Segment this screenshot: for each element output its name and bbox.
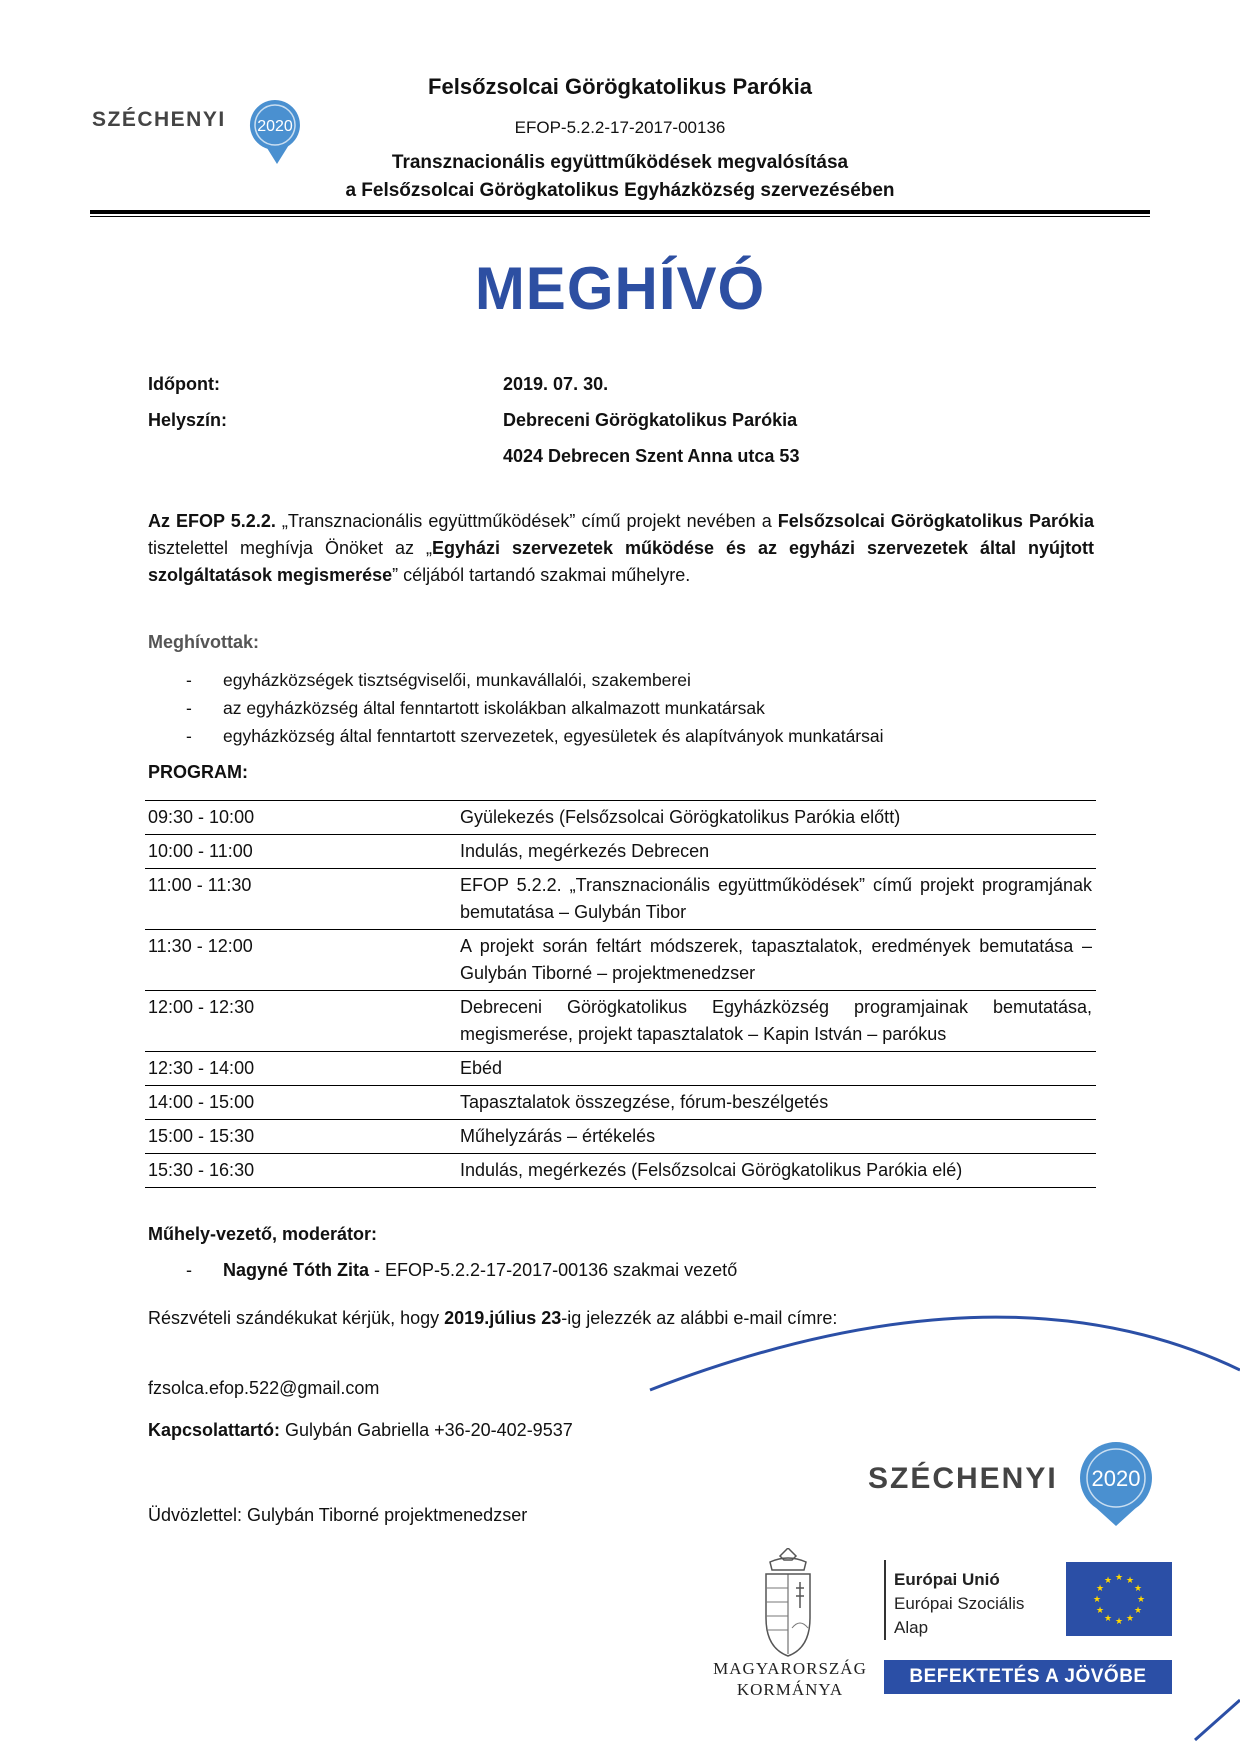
invitee-text: egyházközségek tisztségviselői, munkavállalói, szakemberei [223, 670, 691, 690]
program-time: 10:00 - 11:00 [145, 835, 457, 869]
program-time: 09:30 - 10:00 [145, 801, 457, 835]
eu-flag-icon [1066, 1562, 1172, 1636]
eu-line1: Európai Unió [894, 1570, 1000, 1589]
program-desc: Gyülekezés (Felsőzsolcai Görögkatolikus Parókia előtt) [457, 801, 1096, 835]
table-row [145, 835, 1096, 869]
table-row [145, 801, 1096, 835]
szechenyi-2020-logo-large [868, 1426, 1158, 1526]
program-time: 15:30 - 16:30 [145, 1154, 457, 1188]
eu-logo-text [894, 1568, 1024, 1640]
invitee-text: egyházközség által fenntartott szervezetek, egyesületek és alapítványok munkatársai [223, 726, 884, 746]
rsvp-part1: Részvételi szándékukat kérjük, hogy [148, 1308, 445, 1328]
program-desc: Műhelyzárás – értékelés [457, 1120, 1096, 1154]
date-value: 2019. 07. 30. [503, 374, 609, 394]
intro-paragraph [148, 508, 1094, 589]
table-row [145, 1154, 1096, 1188]
logo-year: 2020 [257, 118, 293, 135]
intro-part2: „Transznacionális együttműködések” című projekt nevében a [275, 511, 778, 531]
intro-part4: tisztelettel meghívja Önöket az „ [148, 538, 432, 558]
government-logo-text [700, 1658, 880, 1700]
gov-line1: MAGYARORSZÁG [713, 1659, 867, 1678]
logo-text: SZÉCHENYI [868, 1462, 1058, 1495]
svg-text:★: ★ [1095, 1584, 1105, 1594]
table-row [145, 1052, 1096, 1086]
header-divider-thin [90, 216, 1150, 217]
program-time: 12:00 - 12:30 [145, 991, 457, 1052]
table-row [145, 991, 1096, 1052]
intro-part3: Felsőzsolcai Görögkatolikus Parókia [777, 511, 1095, 531]
eu-line2: Európai Szociális [894, 1594, 1025, 1613]
program-desc: Indulás, megérkezés Debrecen [457, 835, 1096, 869]
invitee-text: az egyházközség által fenntartott iskolákban alkalmazott munkatársak [223, 698, 765, 718]
svg-text:★: ★ [1125, 1614, 1135, 1624]
list-dash: - [186, 726, 192, 746]
table-row [145, 1086, 1096, 1120]
project-code: EFOP-5.2.2-17-2017-00136 [514, 118, 726, 137]
svg-text:★: ★ [1133, 1606, 1143, 1616]
program-desc: Indulás, megérkezés (Felsőzsolcai Görögkatolikus Parókia elé) [457, 1154, 1096, 1188]
invitees-heading: Meghívottak: [148, 632, 260, 652]
project-title-line2: a Felsőzsolcai Görögkatolikus Egyházközség szervezésében [345, 180, 895, 201]
rsvp-deadline: 2019.július 23 [444, 1308, 562, 1328]
table-row [145, 930, 1096, 991]
contact-value: Gulybán Gabriella +36-20-402-9537 [280, 1420, 573, 1440]
coat-of-arms-icon [758, 1548, 818, 1658]
program-desc: A projekt során feltárt módszerek, tapasztalatok, eredmények bemutatása – Gulybán Tiborné – projektmenedzser [457, 930, 1096, 991]
moderator-heading: Műhely-vezető, moderátor: [148, 1224, 378, 1244]
invitees-list [148, 666, 884, 750]
contact-email[interactable]: fzsolca.efop.522@gmail.com [148, 1378, 380, 1398]
svg-text:★: ★ [1133, 1584, 1143, 1594]
location-label: Helyszín: [148, 410, 228, 430]
list-item [148, 666, 884, 694]
svg-text:★: ★ [1103, 1576, 1113, 1586]
logo-year: 2020 [1091, 1466, 1141, 1491]
rsvp-text [148, 1305, 908, 1332]
logo-text: SZÉCHENYI [92, 108, 226, 131]
invest-slogan: BEFEKTETÉS A JÖVŐBE [884, 1660, 1172, 1694]
svg-text:★: ★ [1092, 1595, 1102, 1605]
program-table [145, 800, 1096, 1188]
contact-label: Kapcsolattartó: [148, 1420, 281, 1440]
program-time: 11:30 - 12:00 [145, 930, 457, 991]
rsvp-part2: -ig jelezzék az alábbi e-mail címre: [561, 1308, 838, 1328]
program-desc: EFOP 5.2.2. „Transznacionális együttműködések” című projekt programjának bemutatása – Gulybán Tibor [457, 869, 1096, 930]
project-title-line1: Transznacionális együttműködések megvalósítása [391, 152, 849, 173]
svg-text:★: ★ [1114, 1617, 1124, 1627]
svg-text:★: ★ [1125, 1576, 1135, 1586]
intro-part1: Az EFOP 5.2.2. [148, 511, 276, 531]
list-dash: - [186, 1260, 192, 1280]
location-line2: 4024 Debrecen Szent Anna utca 53 [503, 446, 800, 466]
eu-line3: Alap [894, 1618, 929, 1637]
moderator-name: Nagyné Tóth Zita [223, 1260, 370, 1280]
program-time: 12:30 - 14:00 [145, 1052, 457, 1086]
date-label: Időpont: [148, 374, 220, 394]
greeting: Üdvözlettel: Gulybán Tiborné projektmenedzser [148, 1505, 528, 1525]
svg-text:★: ★ [1136, 1595, 1146, 1605]
moderator-role: - EFOP-5.2.2-17-2017-00136 szakmai vezető [369, 1260, 738, 1280]
intro-part5: Egyházi szervezetek működése és az egyházi szervezetek által nyújtott szolgáltatások megismerése [148, 538, 1094, 585]
list-dash: - [186, 698, 192, 718]
list-item [148, 722, 884, 750]
map-pin-icon [1080, 1442, 1152, 1526]
table-row [145, 1120, 1096, 1154]
eu-divider [884, 1560, 886, 1640]
list-dash: - [186, 670, 192, 690]
svg-text:★: ★ [1095, 1606, 1105, 1616]
organization-name: Felsőzsolcai Görögkatolikus Parókia [428, 74, 812, 99]
location-line1: Debreceni Görögkatolikus Parókia [503, 410, 798, 430]
contact-person [148, 1420, 573, 1441]
list-item [148, 694, 884, 722]
svg-text:★: ★ [1103, 1614, 1113, 1624]
gov-line2: KORMÁNYA [736, 1680, 844, 1699]
program-time: 11:00 - 11:30 [145, 869, 457, 930]
table-row [145, 869, 1096, 930]
program-time: 15:00 - 15:30 [145, 1120, 457, 1154]
header-divider [90, 210, 1150, 214]
page-title: MEGHÍVÓ [474, 255, 766, 322]
svg-text:★: ★ [1114, 1573, 1124, 1583]
program-time: 14:00 - 15:00 [145, 1086, 457, 1120]
program-desc: Debreceni Görögkatolikus Egyházközség programjainak bemutatása, megismerése, projekt tapasztalatok – Kapin István – parókus [457, 991, 1096, 1052]
intro-part6: ” céljából tartandó szakmai műhelyre. [392, 565, 691, 585]
program-heading: PROGRAM: [148, 762, 248, 782]
program-desc: Ebéd [457, 1052, 1096, 1086]
program-desc: Tapasztalatok összegzése, fórum-beszélgetés [457, 1086, 1096, 1120]
